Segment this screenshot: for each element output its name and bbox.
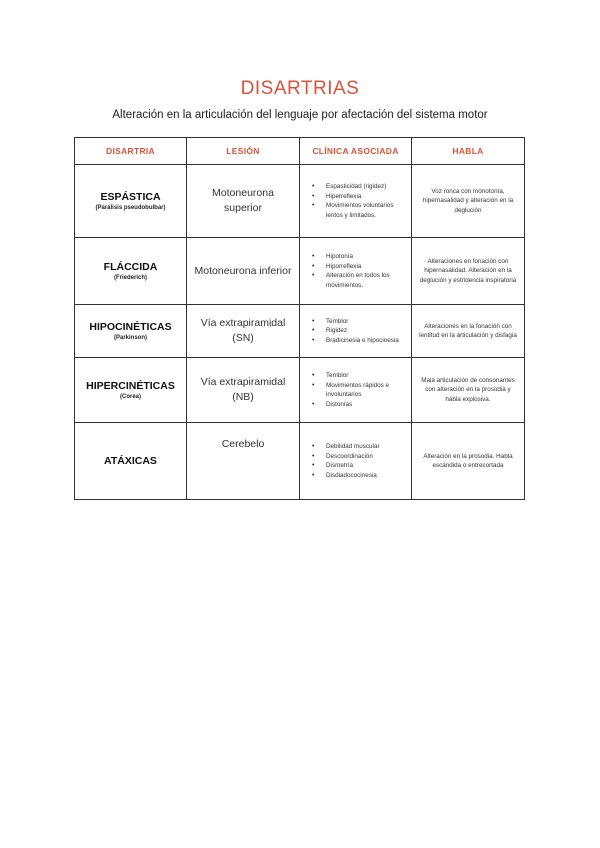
clinica-cell xyxy=(300,165,412,238)
clinica-item: • Bradicinesia e hipocinesia xyxy=(326,336,407,346)
clinica-item: • Movimientos rápidos e involuntarios xyxy=(326,381,407,400)
disartria-example: (Parkinson) xyxy=(113,335,147,341)
table-row xyxy=(75,238,525,305)
habla-cell: Alteraciones en la fonación con lentitud en la articulación y disfagia xyxy=(412,305,525,358)
header-lesion: LESIÓN xyxy=(187,138,300,165)
lesion-cell: Cerebelo xyxy=(187,423,300,500)
header-clinica: CLÍNICA ASOCIADA xyxy=(300,138,412,165)
habla-cell: Mala articulación de consonantes con alteración en la prosodia y habla explosiva. xyxy=(412,358,525,423)
clinica-item: • Descoordinación xyxy=(326,452,407,462)
disartria-name: FLÁCCIDA xyxy=(103,261,158,273)
clinica-item: • Hipotonía xyxy=(326,252,407,262)
disartria-example: (Parálisis pseudobulbar) xyxy=(95,205,166,211)
disartria-cell xyxy=(75,358,187,423)
clinica-item: • Temblor xyxy=(326,317,407,327)
header-disartria: DISARTRIA xyxy=(75,138,187,165)
disartria-example: (Corea) xyxy=(119,394,141,400)
clinica-item: • Distonías xyxy=(326,400,407,410)
clinica-item: • Debilidad muscular xyxy=(326,442,407,452)
habla-cell: Voz ronca con monotonía, hipernasalidad y alteración en la deglución xyxy=(412,165,525,238)
clinica-item: • Rigidez xyxy=(326,326,407,336)
document-subtitle: Alteración en la articulación del lenguaje por afectación del sistema motor xyxy=(112,109,488,121)
disartria-name: HIPERCINÉTICAS xyxy=(86,380,175,392)
clinica-item: • Temblor xyxy=(326,371,407,381)
table-row xyxy=(75,305,525,358)
clinica-item: • Hiperreflexia xyxy=(326,192,407,202)
clinica-item: • Movimientos voluntarios lentos y limitados. xyxy=(326,201,407,220)
disartria-cell xyxy=(75,238,187,305)
lesion-cell: Motoneurona inferior xyxy=(187,238,300,305)
clinica-item: • Espasticidad (rigidez) xyxy=(326,182,407,192)
disartria-example: (Friederich) xyxy=(113,275,147,281)
clinica-cell xyxy=(300,358,412,423)
clinica-item: • Dismetría xyxy=(326,461,407,471)
clinica-item: • Disdiadococinesia xyxy=(326,471,407,481)
clinica-cell xyxy=(300,305,412,358)
header-habla: HABLA xyxy=(412,138,525,165)
habla-cell: Alteración en la prosodia. Habla escándida o entrecortada xyxy=(412,423,525,500)
disartria-name: ESPÁSTICA xyxy=(100,191,161,203)
clinica-cell xyxy=(300,423,412,500)
clinica-item: • Hiporreflexia xyxy=(326,262,407,272)
disartria-cell xyxy=(75,305,187,358)
table-row xyxy=(75,423,525,500)
disartria-cell xyxy=(75,165,187,238)
table-row xyxy=(75,358,525,423)
habla-cell: Alteraciones en fonación con hipernasalidad. Alteración en la deglución y estridencia inspiratoria xyxy=(412,238,525,305)
table-row xyxy=(75,165,525,238)
disartria-name: ATÁXICAS xyxy=(104,455,157,467)
disartria-name: HIPOCINÉTICAS xyxy=(89,321,172,333)
clinica-cell xyxy=(300,238,412,305)
disartrias-table xyxy=(74,137,525,500)
header-row xyxy=(75,138,525,165)
lesion-cell: Vía extrapiramidal (NB) xyxy=(187,358,300,423)
lesion-cell: Motoneurona superior xyxy=(187,165,300,238)
lesion-cell: Vía extrapiramidal (SN) xyxy=(187,305,300,358)
document-title: DISARTRIAS xyxy=(240,78,360,99)
clinica-item: • Alteración en todos los movimientos. xyxy=(326,271,407,290)
disartria-cell xyxy=(75,423,187,500)
